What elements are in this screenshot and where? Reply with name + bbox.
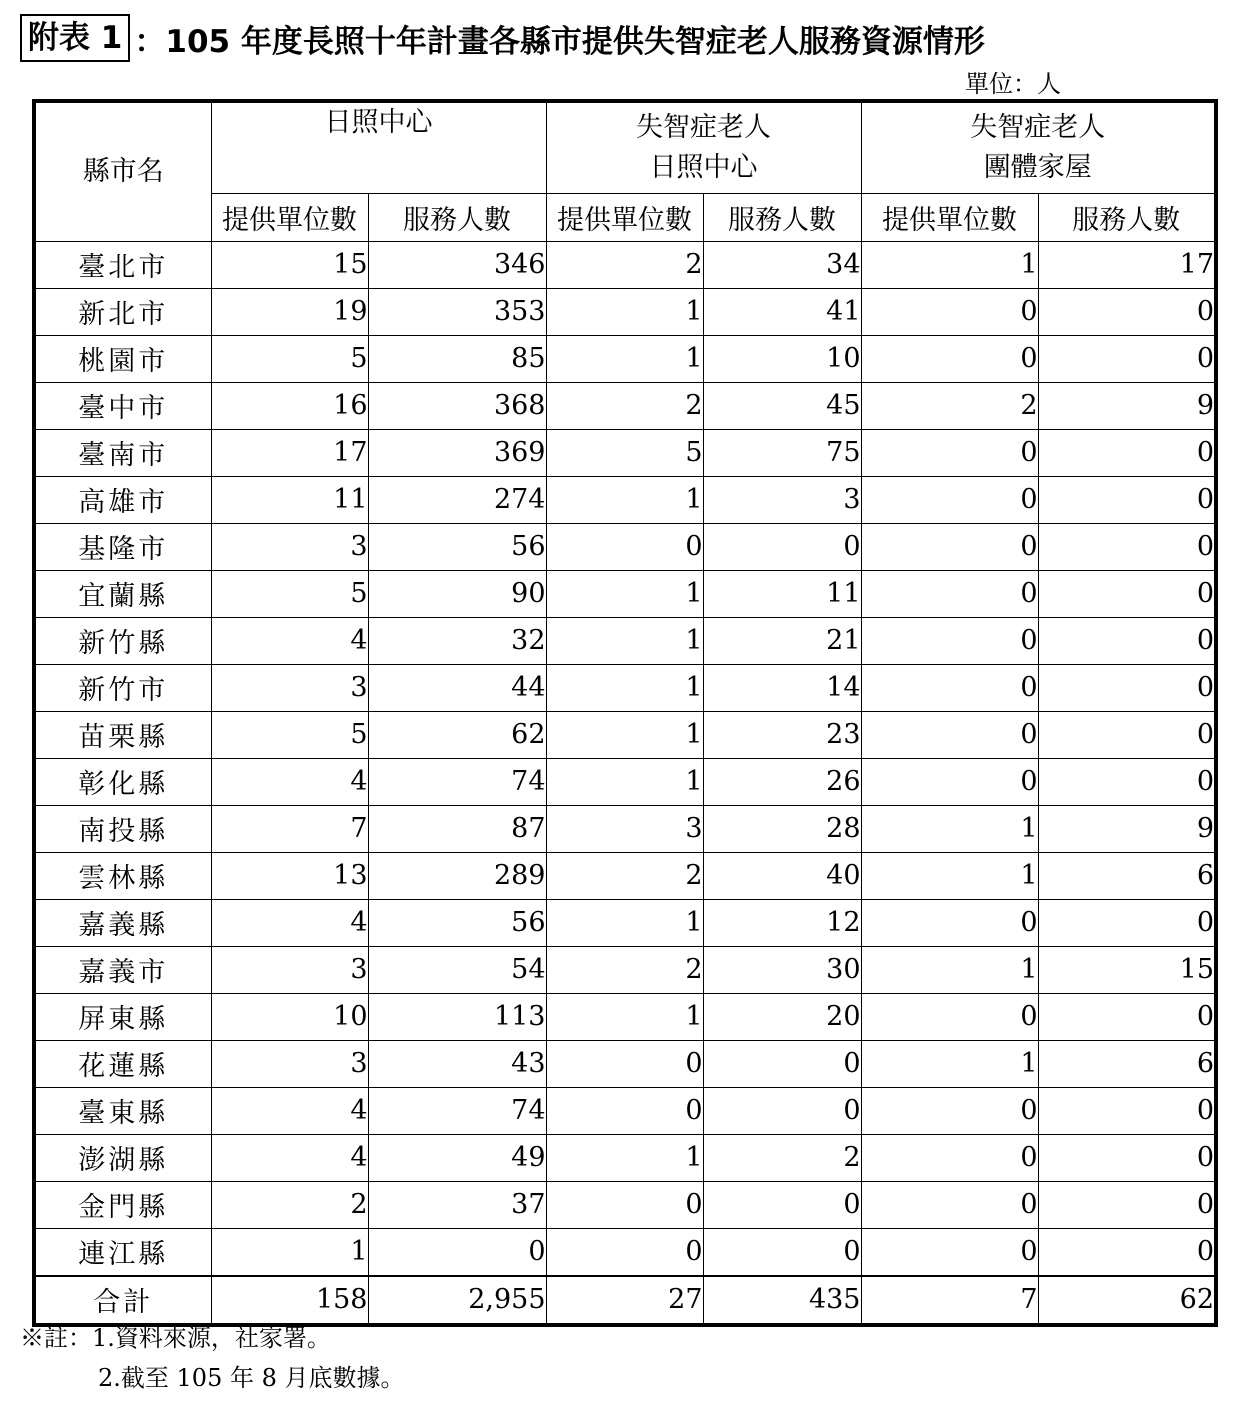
value-cell: 0 bbox=[861, 476, 1038, 523]
value-cell: 0 bbox=[861, 335, 1038, 382]
value-cell: 0 bbox=[1038, 429, 1216, 476]
value-cell: 0 bbox=[703, 1228, 861, 1276]
value-cell: 21 bbox=[703, 617, 861, 664]
value-cell: 34 bbox=[703, 241, 861, 288]
county-name: 澎湖縣 bbox=[34, 1134, 211, 1181]
value-cell: 75 bbox=[703, 429, 861, 476]
group-header-dementia-day-care bbox=[546, 101, 861, 193]
value-cell: 0 bbox=[861, 570, 1038, 617]
group-header-line: 日照中心 bbox=[324, 107, 433, 138]
sub-header: 服務人數 bbox=[368, 193, 546, 241]
value-cell: 1 bbox=[546, 335, 703, 382]
county-name: 基隆市 bbox=[34, 523, 211, 570]
value-cell: 15 bbox=[211, 241, 368, 288]
table-row bbox=[34, 946, 1216, 993]
table-row bbox=[34, 335, 1216, 382]
value-cell: 5 bbox=[211, 711, 368, 758]
value-cell: 1 bbox=[861, 805, 1038, 852]
value-cell: 23 bbox=[703, 711, 861, 758]
table-row bbox=[34, 617, 1216, 664]
table-row bbox=[34, 664, 1216, 711]
value-cell: 4 bbox=[211, 1087, 368, 1134]
county-name: 屏東縣 bbox=[34, 993, 211, 1040]
county-name: 新竹市 bbox=[34, 664, 211, 711]
county-name: 宜蘭縣 bbox=[34, 570, 211, 617]
county-name: 連江縣 bbox=[34, 1228, 211, 1276]
county-name: 臺東縣 bbox=[34, 1087, 211, 1134]
value-cell: 1 bbox=[861, 1040, 1038, 1087]
value-cell: 0 bbox=[1038, 1181, 1216, 1228]
county-name: 嘉義市 bbox=[34, 946, 211, 993]
value-cell: 0 bbox=[1038, 617, 1216, 664]
value-cell: 15 bbox=[1038, 946, 1216, 993]
table-row bbox=[34, 1040, 1216, 1087]
value-cell: 49 bbox=[368, 1134, 546, 1181]
table-row bbox=[34, 852, 1216, 899]
sub-header: 服務人數 bbox=[703, 193, 861, 241]
table-row bbox=[34, 1181, 1216, 1228]
value-cell: 0 bbox=[861, 617, 1038, 664]
sub-header: 提供單位數 bbox=[861, 193, 1038, 241]
table-row bbox=[34, 993, 1216, 1040]
table-row bbox=[34, 429, 1216, 476]
title-box-label: 附表 1 bbox=[20, 14, 130, 62]
value-cell: 1 bbox=[546, 476, 703, 523]
title-text: ：105 年度長照十年計畫各縣市提供失智症老人服務資源情形 bbox=[134, 23, 985, 60]
value-cell: 0 bbox=[861, 664, 1038, 711]
value-cell: 0 bbox=[861, 429, 1038, 476]
table-body bbox=[34, 241, 1216, 1325]
value-cell: 0 bbox=[1038, 664, 1216, 711]
county-name: 彰化縣 bbox=[34, 758, 211, 805]
data-table bbox=[32, 99, 1218, 1327]
value-cell: 0 bbox=[703, 523, 861, 570]
value-cell: 3 bbox=[546, 805, 703, 852]
county-name: 臺南市 bbox=[34, 429, 211, 476]
value-cell: 3 bbox=[211, 664, 368, 711]
value-cell: 74 bbox=[368, 1087, 546, 1134]
value-cell: 7 bbox=[861, 1276, 1038, 1325]
note-line-1: ※註：1.資料來源，社家署。 bbox=[20, 1324, 331, 1352]
value-cell: 368 bbox=[368, 382, 546, 429]
value-cell: 0 bbox=[1038, 476, 1216, 523]
sub-header: 提供單位數 bbox=[546, 193, 703, 241]
value-cell: 0 bbox=[546, 1181, 703, 1228]
value-cell: 0 bbox=[861, 1228, 1038, 1276]
value-cell: 0 bbox=[1038, 523, 1216, 570]
value-cell: 2 bbox=[546, 852, 703, 899]
value-cell: 9 bbox=[1038, 805, 1216, 852]
value-cell: 17 bbox=[1038, 241, 1216, 288]
header-county-label: 縣市名 bbox=[82, 155, 164, 187]
value-cell: 1 bbox=[861, 241, 1038, 288]
value-cell: 0 bbox=[861, 758, 1038, 805]
value-cell: 2 bbox=[546, 382, 703, 429]
value-cell: 32 bbox=[368, 617, 546, 664]
value-cell: 3 bbox=[703, 476, 861, 523]
value-cell: 0 bbox=[703, 1040, 861, 1087]
value-cell: 3 bbox=[211, 523, 368, 570]
value-cell: 4 bbox=[211, 899, 368, 946]
value-cell: 2 bbox=[546, 241, 703, 288]
county-name: 高雄市 bbox=[34, 476, 211, 523]
value-cell: 0 bbox=[1038, 711, 1216, 758]
sub-header: 服務人數 bbox=[1038, 193, 1216, 241]
value-cell: 56 bbox=[368, 523, 546, 570]
value-cell: 346 bbox=[368, 241, 546, 288]
value-cell: 0 bbox=[703, 1087, 861, 1134]
value-cell: 1 bbox=[546, 899, 703, 946]
value-cell: 6 bbox=[1038, 852, 1216, 899]
value-cell: 0 bbox=[1038, 335, 1216, 382]
note-line-2: 2.截至 105 年 8 月底數據。 bbox=[98, 1364, 405, 1392]
value-cell: 4 bbox=[211, 1134, 368, 1181]
value-cell: 19 bbox=[211, 288, 368, 335]
value-cell: 37 bbox=[368, 1181, 546, 1228]
value-cell: 5 bbox=[211, 570, 368, 617]
table-row bbox=[34, 1228, 1216, 1276]
county-name: 新竹縣 bbox=[34, 617, 211, 664]
value-cell: 28 bbox=[703, 805, 861, 852]
county-name: 南投縣 bbox=[34, 805, 211, 852]
table-row bbox=[34, 476, 1216, 523]
value-cell: 1 bbox=[546, 1134, 703, 1181]
value-cell: 20 bbox=[703, 993, 861, 1040]
county-name: 新北市 bbox=[34, 288, 211, 335]
value-cell: 3 bbox=[211, 1040, 368, 1087]
value-cell: 30 bbox=[703, 946, 861, 993]
value-cell: 1 bbox=[546, 758, 703, 805]
table-row bbox=[34, 1134, 1216, 1181]
value-cell: 0 bbox=[861, 523, 1038, 570]
table-row bbox=[34, 758, 1216, 805]
group-header-dementia-group-home bbox=[861, 101, 1216, 193]
value-cell: 158 bbox=[211, 1276, 368, 1325]
table-row bbox=[34, 382, 1216, 429]
value-cell: 12 bbox=[703, 899, 861, 946]
value-cell: 0 bbox=[1038, 288, 1216, 335]
table-row bbox=[34, 805, 1216, 852]
value-cell: 1 bbox=[546, 617, 703, 664]
county-name: 桃園市 bbox=[34, 335, 211, 382]
value-cell: 16 bbox=[211, 382, 368, 429]
value-cell: 1 bbox=[546, 711, 703, 758]
value-cell: 43 bbox=[368, 1040, 546, 1087]
value-cell: 0 bbox=[861, 899, 1038, 946]
value-cell: 0 bbox=[1038, 758, 1216, 805]
value-cell: 85 bbox=[368, 335, 546, 382]
table-row bbox=[34, 899, 1216, 946]
value-cell: 0 bbox=[861, 1087, 1038, 1134]
value-cell: 1 bbox=[546, 993, 703, 1040]
value-cell: 0 bbox=[368, 1228, 546, 1276]
value-cell: 369 bbox=[368, 429, 546, 476]
county-name: 金門縣 bbox=[34, 1181, 211, 1228]
value-cell: 44 bbox=[368, 664, 546, 711]
value-cell: 274 bbox=[368, 476, 546, 523]
value-cell: 41 bbox=[703, 288, 861, 335]
table-row bbox=[34, 570, 1216, 617]
value-cell: 1 bbox=[861, 946, 1038, 993]
value-cell: 289 bbox=[368, 852, 546, 899]
table-row bbox=[34, 1087, 1216, 1134]
county-name: 嘉義縣 bbox=[34, 899, 211, 946]
value-cell: 62 bbox=[1038, 1276, 1216, 1325]
group-header-day-care bbox=[211, 101, 546, 193]
group-header-line: 日照中心 bbox=[649, 151, 758, 183]
county-name: 雲林縣 bbox=[34, 852, 211, 899]
group-header-line: 失智症老人 bbox=[970, 111, 1106, 143]
county-name: 臺中市 bbox=[34, 382, 211, 429]
value-cell: 11 bbox=[211, 476, 368, 523]
value-cell: 113 bbox=[368, 993, 546, 1040]
table-row bbox=[34, 241, 1216, 288]
value-cell: 14 bbox=[703, 664, 861, 711]
value-cell: 0 bbox=[861, 288, 1038, 335]
value-cell: 0 bbox=[861, 711, 1038, 758]
value-cell: 2 bbox=[546, 946, 703, 993]
table-row bbox=[34, 288, 1216, 335]
value-cell: 62 bbox=[368, 711, 546, 758]
value-cell: 17 bbox=[211, 429, 368, 476]
value-cell: 0 bbox=[1038, 1228, 1216, 1276]
value-cell: 1 bbox=[546, 570, 703, 617]
value-cell: 13 bbox=[211, 852, 368, 899]
value-cell: 27 bbox=[546, 1276, 703, 1325]
table-row bbox=[34, 711, 1216, 758]
value-cell: 1 bbox=[211, 1228, 368, 1276]
value-cell: 9 bbox=[1038, 382, 1216, 429]
value-cell: 2 bbox=[703, 1134, 861, 1181]
value-cell: 56 bbox=[368, 899, 546, 946]
value-cell: 1 bbox=[861, 852, 1038, 899]
value-cell: 5 bbox=[211, 335, 368, 382]
value-cell: 1 bbox=[546, 288, 703, 335]
value-cell: 0 bbox=[861, 1134, 1038, 1181]
table-row bbox=[34, 523, 1216, 570]
value-cell: 0 bbox=[861, 993, 1038, 1040]
value-cell: 0 bbox=[1038, 570, 1216, 617]
value-cell: 3 bbox=[211, 946, 368, 993]
sub-header: 提供單位數 bbox=[211, 193, 368, 241]
county-name: 苗栗縣 bbox=[34, 711, 211, 758]
value-cell: 26 bbox=[703, 758, 861, 805]
value-cell: 74 bbox=[368, 758, 546, 805]
value-cell: 40 bbox=[703, 852, 861, 899]
value-cell: 1 bbox=[546, 664, 703, 711]
value-cell: 90 bbox=[368, 570, 546, 617]
value-cell: 5 bbox=[546, 429, 703, 476]
value-cell: 0 bbox=[546, 523, 703, 570]
group-header-line: 失智症老人 bbox=[636, 111, 771, 143]
value-cell: 0 bbox=[546, 1087, 703, 1134]
value-cell: 0 bbox=[1038, 899, 1216, 946]
value-cell: 0 bbox=[1038, 1134, 1216, 1181]
value-cell: 10 bbox=[211, 993, 368, 1040]
header-county bbox=[34, 101, 211, 241]
total-label: 合計 bbox=[34, 1276, 211, 1325]
value-cell: 4 bbox=[211, 758, 368, 805]
value-cell: 0 bbox=[546, 1040, 703, 1087]
unit-label: 單位：人 bbox=[965, 70, 1061, 98]
value-cell: 2 bbox=[211, 1181, 368, 1228]
value-cell: 0 bbox=[1038, 993, 1216, 1040]
value-cell: 0 bbox=[546, 1228, 703, 1276]
value-cell: 2,955 bbox=[368, 1276, 546, 1325]
value-cell: 11 bbox=[703, 570, 861, 617]
value-cell: 54 bbox=[368, 946, 546, 993]
value-cell: 435 bbox=[703, 1276, 861, 1325]
value-cell: 87 bbox=[368, 805, 546, 852]
county-name: 花蓮縣 bbox=[34, 1040, 211, 1087]
value-cell: 0 bbox=[1038, 1087, 1216, 1134]
page-title bbox=[20, 10, 985, 66]
county-name: 臺北市 bbox=[34, 241, 211, 288]
value-cell: 10 bbox=[703, 335, 861, 382]
value-cell: 353 bbox=[368, 288, 546, 335]
value-cell: 7 bbox=[211, 805, 368, 852]
value-cell: 6 bbox=[1038, 1040, 1216, 1087]
group-header-line: 團體家屋 bbox=[983, 151, 1092, 183]
value-cell: 45 bbox=[703, 382, 861, 429]
value-cell: 4 bbox=[211, 617, 368, 664]
value-cell: 0 bbox=[861, 1181, 1038, 1228]
value-cell: 2 bbox=[861, 382, 1038, 429]
value-cell: 0 bbox=[703, 1181, 861, 1228]
notes bbox=[20, 1318, 405, 1398]
